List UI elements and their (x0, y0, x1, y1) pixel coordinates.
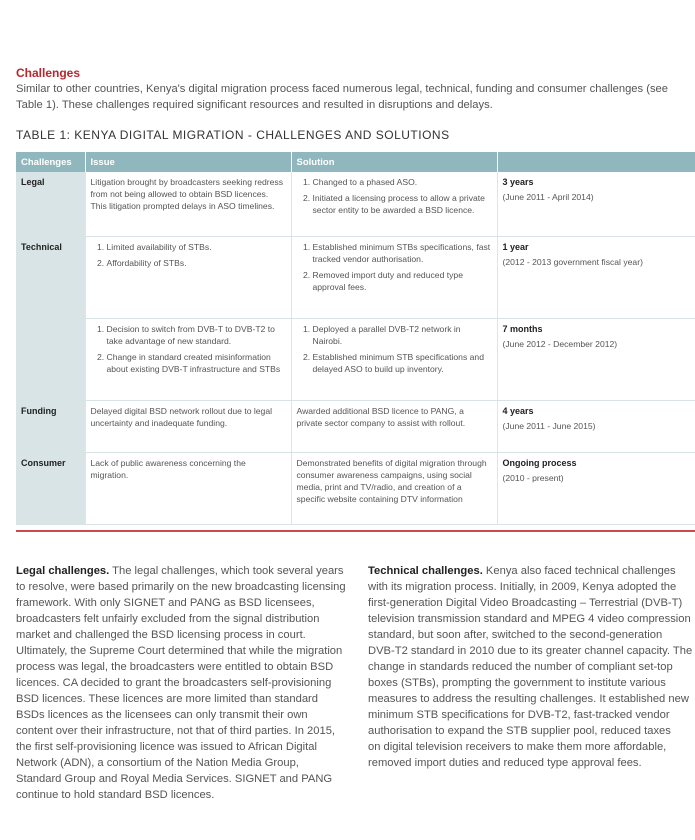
solution-list-item: 2. Initiated a licensing process to allow a private sector entity to be awarded a BSD licence. (313, 192, 492, 216)
duration-value: 1 year (502, 241, 529, 252)
row-solution (291, 318, 497, 400)
issue-list (91, 323, 286, 375)
technical-text-line (368, 643, 695, 659)
technical-line: authorisation to expand the STB supplier pool, reduced taxes (368, 725, 671, 737)
challenges-table (16, 152, 695, 525)
solution-list (297, 176, 492, 216)
issue-list (91, 241, 286, 269)
legal-lead: Legal challenges. (16, 565, 110, 577)
issue-list-item: 1. Decision to switch from DVB-T to DVB-T2 to take advantage of new standard. (107, 323, 286, 347)
row-category: Funding (16, 400, 85, 452)
technical-line: with its migration process. Initially, in 2009, Kenya adopted the (368, 581, 677, 593)
row-duration (497, 172, 695, 236)
technical-lead: Technical challenges. (368, 565, 483, 577)
technical-line: removed import duties and reduced type approval fees. (368, 757, 642, 769)
header-duration (497, 152, 695, 172)
header-issue: Issue (85, 152, 291, 172)
row-issue: Delayed digital BSD network rollout due to legal uncertainty and inadequate funding. (85, 400, 291, 452)
table-header-row (16, 152, 695, 172)
technical-line: minimum STB specifications for DVB-T2, fast-tracked vendor (368, 709, 670, 721)
issue-list-item: 1. Limited availability of STBs. (107, 241, 286, 253)
technical-text-line (368, 691, 695, 707)
row-solution: Awarded additional BSD licence to PANG, a private sector company to assist with rollout. (291, 400, 497, 452)
solution-list-item: 1. Deployed a parallel DVB-T2 network in Nairobi. (313, 323, 492, 347)
header-solution: Solution (291, 152, 497, 172)
duration-range: (June 2011 - June 2015) (502, 420, 596, 431)
technical-line: standard, but soon after, switched to the second-generation (368, 629, 663, 641)
duration-range: (2012 - 2013 government fiscal year) (502, 256, 643, 267)
solution-list-item: 2. Removed import duty and reduced type approval fees. (313, 269, 492, 293)
technical-text-line (368, 723, 695, 739)
solution-list (297, 241, 492, 293)
legal-challenges-column (16, 563, 346, 803)
table-row (16, 236, 695, 318)
row-duration (497, 318, 695, 400)
section-heading: Challenges (16, 66, 81, 80)
issue-list-item: 2. Change in standard created misinformation about existing DVB-T infrastructure and STBs (107, 351, 286, 375)
table-title: TABLE 1: KENYA DIGITAL MIGRATION - CHALLENGES AND SOLUTIONS (16, 128, 450, 142)
row-issue (85, 236, 291, 318)
row-category: Technical (16, 236, 85, 318)
solution-list (297, 323, 492, 375)
row-solution (291, 172, 497, 236)
row-issue: Lack of public awareness concerning the migration. (85, 452, 291, 524)
intro-paragraph: Similar to other countries, Kenya's digital migration process faced numerous legal, technical, funding and consumer challenges (see Table 1). These challenges required significant resources and resulted in disruptions and delays. (16, 83, 668, 111)
duration-value: Ongoing process (502, 457, 577, 468)
row-category: Consumer (16, 452, 85, 524)
technical-text-line (368, 595, 695, 611)
technical-line: change in standards reduced the number of compliant set-top (368, 661, 673, 673)
technical-line: measures to address the resulting challenges. It established new (368, 693, 689, 705)
solution-list-item: 1. Changed to a phased ASO. (313, 176, 492, 188)
technical-line: Kenya also faced technical challenges (482, 565, 676, 577)
technical-challenges-column (368, 563, 695, 771)
row-solution: Demonstrated benefits of digital migration through consumer awareness campaigns, using social media, print and TV/radio, and creation of a specific website containing DTV information (291, 452, 497, 524)
row-issue: Litigation brought by broadcasters seeking redress from not being allowed to obtain BSD licences. This litigation prompted delays in ASO timelines. (85, 172, 291, 236)
technical-text-line (368, 611, 695, 627)
row-category: Legal (16, 172, 85, 236)
table-row (16, 318, 695, 400)
technical-text-line (368, 563, 695, 579)
issue-list-item: 2. Affordability of STBs. (107, 257, 286, 269)
row-duration (497, 400, 695, 452)
technical-text-line (368, 675, 695, 691)
technical-text-line (368, 707, 695, 723)
technical-line: television transmission standard and MPEG 4 video compression (368, 613, 691, 625)
duration-range: (June 2012 - December 2012) (502, 338, 618, 349)
row-duration (497, 452, 695, 524)
technical-line: on digital television receivers to make them more affordable, (368, 741, 667, 753)
duration-value: 4 years (502, 405, 534, 416)
row-issue (85, 318, 291, 400)
technical-line: first-generation Digital Video Broadcasting – Terrestrial (DVB-T) (368, 597, 683, 609)
legal-body: The legal challenges, which took several years to resolve, were based primarily on the new broadcasting licensing framework. With only SIGNET and PANG as BSD licensees, broadcasters felt unfairly excluded from the signal distribution market and challenged the BSD licensing process in court. Ultimately, the Supreme Court determined that while the migration process was legal, the broadcasters were entitled to obtain BSD licences. CA decided to grant the broadcasters self-provisioning BSD licences. These licences are more limited than standard BSDs licences as the licensees can only transmit their own content over their infrastructure, not that of third parties. In 2015, the first self-provisioning licence was issued to African Digital Network (ADN), a consortium of the Nation Media Group, Standard Group and Royal Media Services. SIGNET and PANG continue to hold standard BSD licences. (16, 565, 346, 801)
technical-text-line (368, 579, 695, 595)
technical-line: boxes (STBs), prompting the government to institute various (368, 677, 666, 689)
duration-range: (June 2011 - April 2014) (502, 192, 594, 202)
section-divider (16, 530, 695, 532)
header-challenges: Challenges (16, 152, 85, 172)
duration-range: (2010 - present) (502, 472, 564, 483)
technical-text-line (368, 659, 695, 675)
technical-text-line (368, 739, 695, 755)
row-category (16, 318, 85, 400)
duration-value: 7 months (502, 323, 543, 334)
table-row (16, 452, 695, 524)
row-solution (291, 236, 497, 318)
row-duration (497, 236, 695, 318)
technical-text-line (368, 755, 695, 771)
solution-list-item: 1. Established minimum STBs specifications, fast tracked vendor authorisation. (313, 241, 492, 265)
technical-line: DVB-T2 standard in 2010 due to its greater channel capacity. The (368, 645, 693, 657)
solution-list-item: 2. Established minimum STB specifications and delayed ASO to build up inventory. (313, 351, 492, 375)
table-row (16, 400, 695, 452)
table-row (16, 172, 695, 236)
technical-text-line (368, 627, 695, 643)
duration-value: 3 years (502, 177, 534, 187)
